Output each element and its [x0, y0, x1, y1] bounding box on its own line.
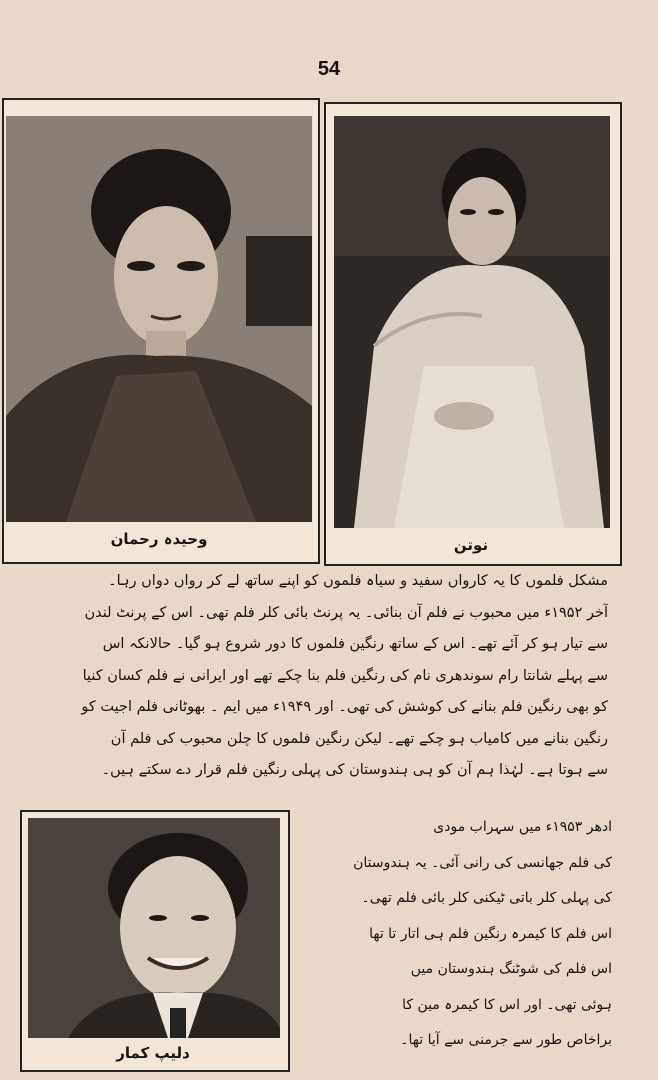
page-number: 54 [317, 58, 341, 80]
text-line: براخاص طور سے جرمنی سے آیا تھا۔ [400, 1032, 612, 1048]
photo-frame-right [324, 102, 622, 566]
caption-left: وحیدہ رحمان [110, 530, 208, 548]
photo-nutan [334, 116, 610, 528]
article-side-text [296, 810, 612, 1059]
caption-right: نوتن [453, 536, 489, 554]
text-line: کو بھی رنگین فلم بنانے کی کوشش کی تھی۔ اور ۱۹۴۹ء میں ایم ۔ بھوٹانی فلم اجیت کو [81, 699, 608, 715]
text-line: آخر ۱۹۵۲ء میں محبوب نے فلم آن بنائی۔ یہ پرنٹ بائی کلر فلم تھی۔ اس کے پرنٹ لندن [84, 604, 608, 621]
photo-waheeda-rehman [6, 116, 312, 522]
caption-bottom: دلیپ کمار [116, 1044, 190, 1062]
photo-frame-left [2, 98, 320, 564]
text-line: اس فلم کی شوٹنگ ہندوستان میں [410, 961, 612, 977]
text-line: اس فلم کا کیمرہ رنگین فلم ہی اتار تا تھا [369, 925, 612, 942]
photo-frame-bottom [20, 810, 290, 1072]
text-line: سے پہلے شانتا رام سوندھری نام کی رنگین فلم بنا چکے تھے اور ایرانی نے فلم کسان کنیا [82, 667, 608, 684]
text-line: رنگین بنانے میں کامیاب ہو چکے تھے۔ لیکن رنگین فلموں کا چلن محبوب کی فلم آن [110, 730, 608, 747]
article-main-text [30, 566, 608, 787]
text-line: ادھر ۱۹۵۳ء میں سہراب مودی [433, 819, 612, 835]
text-line: سے ہوتا ہے۔ لہٰذا ہم آن کو ہی ہندوستان کی پہلی رنگین فلم قرار دے سکتے ہیں۔ [101, 762, 608, 778]
text-line: ہوئی تھی۔ اور اس کا کیمرہ مین کا [402, 996, 612, 1013]
text-line: مشکل فلموں کا یہ کارواں سفید و سیاہ فلموں کو اپنے ساتھ لے کر رواں دواں رہا۔ [108, 573, 608, 589]
text-line: کی فلم جھانسی کی رانی آئی۔ یہ ہندوستان [353, 854, 612, 871]
text-line: کی پہلی کلر باتی ٹیکنی کلر بائی فلم تھی۔ [361, 890, 612, 906]
text-line: سے تیار ہو کر آئے تھے۔ اس کے ساتھ رنگین فلموں کا دور شروع ہو گیا۔ حالانکہ اس [102, 636, 608, 652]
photo-dilip-kumar [28, 818, 280, 1038]
